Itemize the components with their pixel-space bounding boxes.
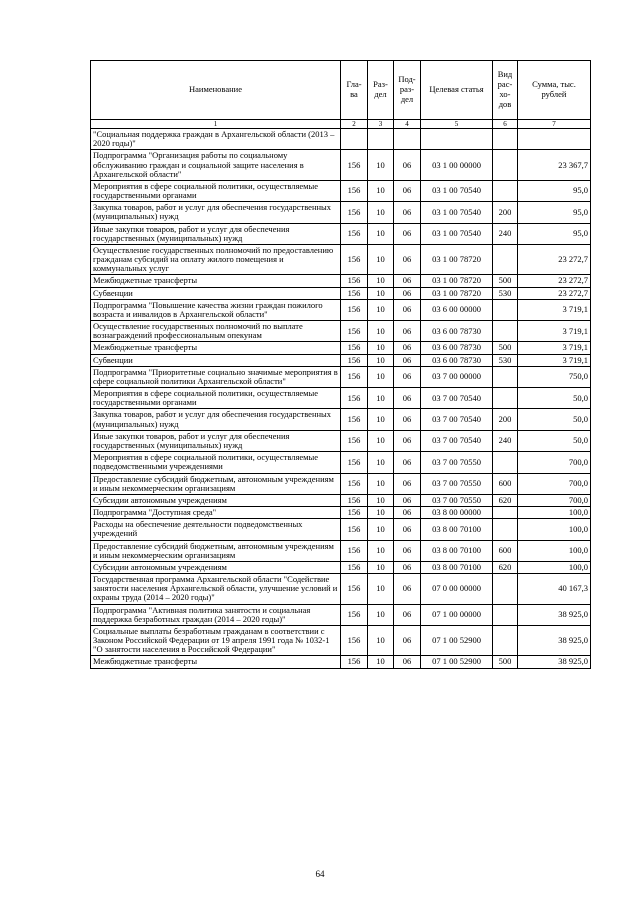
cell-target: 03 8 00 70100 bbox=[421, 561, 493, 573]
cell-section: 10 bbox=[368, 366, 394, 387]
cell-section: 10 bbox=[368, 430, 394, 451]
cell-target: 03 1 00 78720 bbox=[421, 275, 493, 287]
cell-target: 03 6 00 78730 bbox=[421, 342, 493, 354]
cell-name: Осуществление государственных полномочий по выплате вознаграждений профессиональным опекунам bbox=[91, 321, 341, 342]
table-row bbox=[91, 180, 591, 201]
cell-expense-type: 620 bbox=[493, 494, 518, 506]
table-row bbox=[91, 625, 591, 656]
cell-section: 10 bbox=[368, 223, 394, 244]
table-row bbox=[91, 366, 591, 387]
cell-name: Осуществление государственных полномочий по предоставлению гражданам субсидий на оплату жилого помещения и коммунальных услуг bbox=[91, 244, 341, 275]
cell-name: Мероприятия в сфере социальной политики, осуществляемые государственными органами bbox=[91, 180, 341, 201]
cell-amount: 23 272,7 bbox=[518, 244, 591, 275]
table-row bbox=[91, 299, 591, 320]
cell-name: Иные закупки товаров, работ и услуг для обеспечения государственных (муниципальных) нужд bbox=[91, 223, 341, 244]
cell-section: 10 bbox=[368, 494, 394, 506]
table-row bbox=[91, 409, 591, 430]
cell-subsection: 06 bbox=[394, 180, 421, 201]
table-header-row bbox=[91, 61, 591, 120]
cell-expense-type: 620 bbox=[493, 561, 518, 573]
cell-name: Субсидии автономным учреждениям bbox=[91, 494, 341, 506]
cell-subsection: 06 bbox=[394, 202, 421, 223]
cell-section: 10 bbox=[368, 299, 394, 320]
cell-amount: 3 719,1 bbox=[518, 321, 591, 342]
cell-section: 10 bbox=[368, 180, 394, 201]
cell-target bbox=[421, 129, 493, 150]
cell-subsection: 06 bbox=[394, 409, 421, 430]
cell-target: 03 6 00 78730 bbox=[421, 321, 493, 342]
table-row bbox=[91, 354, 591, 366]
cell-expense-type: 240 bbox=[493, 223, 518, 244]
cell-amount: 23 272,7 bbox=[518, 287, 591, 299]
cell-section: 10 bbox=[368, 321, 394, 342]
cell-target: 03 7 00 70540 bbox=[421, 430, 493, 451]
cell-target: 03 6 00 78730 bbox=[421, 354, 493, 366]
table-row bbox=[91, 507, 591, 519]
cell-name: Межбюджетные трансферты bbox=[91, 342, 341, 354]
cell-subsection: 06 bbox=[394, 430, 421, 451]
cell-target: 07 1 00 00000 bbox=[421, 604, 493, 625]
cell-target: 03 7 00 70550 bbox=[421, 494, 493, 506]
cell-section: 10 bbox=[368, 150, 394, 181]
table-row bbox=[91, 561, 591, 573]
cell-target: 03 7 00 70550 bbox=[421, 452, 493, 473]
table-row bbox=[91, 452, 591, 473]
cell-chapter: 156 bbox=[341, 625, 368, 656]
cell-target: 03 1 00 78720 bbox=[421, 244, 493, 275]
column-header-amount: Сумма, тыс. рублей bbox=[518, 61, 591, 120]
cell-expense-type bbox=[493, 366, 518, 387]
cell-section: 10 bbox=[368, 519, 394, 540]
cell-target: 03 1 00 70540 bbox=[421, 223, 493, 244]
cell-expense-type bbox=[493, 452, 518, 473]
cell-subsection: 06 bbox=[394, 388, 421, 409]
cell-amount: 23 367,7 bbox=[518, 150, 591, 181]
table-row bbox=[91, 388, 591, 409]
cell-expense-type: 530 bbox=[493, 287, 518, 299]
cell-amount: 700,0 bbox=[518, 494, 591, 506]
cell-target: 07 1 00 52900 bbox=[421, 656, 493, 668]
cell-name: Закупка товаров, работ и услуг для обеспечения государственных (муниципальных) нужд bbox=[91, 202, 341, 223]
cell-chapter: 156 bbox=[341, 388, 368, 409]
cell-target: 03 1 00 70540 bbox=[421, 180, 493, 201]
column-header-subsection: Под-раз-дел bbox=[394, 61, 421, 120]
cell-target: 07 1 00 52900 bbox=[421, 625, 493, 656]
cell-subsection: 06 bbox=[394, 604, 421, 625]
cell-expense-type bbox=[493, 519, 518, 540]
table-row bbox=[91, 656, 591, 668]
cell-target: 03 7 00 70550 bbox=[421, 473, 493, 494]
cell-expense-type bbox=[493, 388, 518, 409]
cell-expense-type bbox=[493, 321, 518, 342]
cell-name: Государственная программа Архангельской области "Содействие занятости населения Архангельской области, улучшение условий и охраны труда (2014 – 2020 годы)" bbox=[91, 574, 341, 605]
cell-section: 10 bbox=[368, 287, 394, 299]
cell-expense-type bbox=[493, 625, 518, 656]
cell-section: 10 bbox=[368, 604, 394, 625]
cell-section: 10 bbox=[368, 625, 394, 656]
cell-name: Субсидии автономным учреждениям bbox=[91, 561, 341, 573]
cell-target: 03 6 00 00000 bbox=[421, 299, 493, 320]
table-row bbox=[91, 223, 591, 244]
cell-section: 10 bbox=[368, 561, 394, 573]
cell-amount: 38 925,0 bbox=[518, 604, 591, 625]
cell-expense-type: 530 bbox=[493, 354, 518, 366]
cell-chapter: 156 bbox=[341, 287, 368, 299]
table-row bbox=[91, 574, 591, 605]
cell-amount: 50,0 bbox=[518, 409, 591, 430]
cell-expense-type bbox=[493, 150, 518, 181]
cell-subsection: 06 bbox=[394, 561, 421, 573]
cell-subsection: 06 bbox=[394, 366, 421, 387]
table-row bbox=[91, 150, 591, 181]
cell-subsection: 06 bbox=[394, 507, 421, 519]
cell-chapter: 156 bbox=[341, 494, 368, 506]
cell-amount: 23 272,7 bbox=[518, 275, 591, 287]
cell-chapter: 156 bbox=[341, 656, 368, 668]
table-row bbox=[91, 494, 591, 506]
cell-target: 03 8 00 70100 bbox=[421, 519, 493, 540]
cell-section: 10 bbox=[368, 574, 394, 605]
cell-chapter: 156 bbox=[341, 299, 368, 320]
table-row bbox=[91, 321, 591, 342]
cell-chapter: 156 bbox=[341, 409, 368, 430]
cell-subsection: 06 bbox=[394, 150, 421, 181]
column-header-chapter: Гла-ва bbox=[341, 61, 368, 120]
page-number: 64 bbox=[315, 869, 325, 879]
cell-name: Расходы на обеспечение деятельности подведомственных учреждений bbox=[91, 519, 341, 540]
cell-chapter: 156 bbox=[341, 366, 368, 387]
cell-section: 10 bbox=[368, 540, 394, 561]
table-row bbox=[91, 540, 591, 561]
cell-amount: 100,0 bbox=[518, 540, 591, 561]
column-number: 6 bbox=[493, 120, 518, 129]
cell-chapter: 156 bbox=[341, 604, 368, 625]
cell-subsection: 06 bbox=[394, 452, 421, 473]
cell-subsection: 06 bbox=[394, 473, 421, 494]
cell-name: Подпрограмма "Организация работы по социальному обслуживанию граждан и социальной защите населения в Архангельской области" bbox=[91, 150, 341, 181]
table-row bbox=[91, 342, 591, 354]
cell-subsection bbox=[394, 129, 421, 150]
cell-target: 03 1 00 70540 bbox=[421, 202, 493, 223]
cell-expense-type: 200 bbox=[493, 202, 518, 223]
cell-section: 10 bbox=[368, 244, 394, 275]
cell-name: Субвенции bbox=[91, 354, 341, 366]
table-row bbox=[91, 287, 591, 299]
cell-subsection: 06 bbox=[394, 494, 421, 506]
cell-amount: 38 925,0 bbox=[518, 656, 591, 668]
cell-chapter: 156 bbox=[341, 342, 368, 354]
cell-subsection: 06 bbox=[394, 625, 421, 656]
cell-amount: 100,0 bbox=[518, 561, 591, 573]
cell-amount: 50,0 bbox=[518, 388, 591, 409]
cell-name: Мероприятия в сфере социальной политики, осуществляемые подведомственными учреждениями bbox=[91, 452, 341, 473]
cell-expense-type: 500 bbox=[493, 275, 518, 287]
cell-name: Субвенции bbox=[91, 287, 341, 299]
cell-section: 10 bbox=[368, 388, 394, 409]
cell-target: 03 8 00 00000 bbox=[421, 507, 493, 519]
cell-amount: 40 167,3 bbox=[518, 574, 591, 605]
cell-expense-type bbox=[493, 244, 518, 275]
cell-expense-type: 600 bbox=[493, 473, 518, 494]
cell-target: 03 7 00 70540 bbox=[421, 409, 493, 430]
cell-subsection: 06 bbox=[394, 299, 421, 320]
cell-chapter: 156 bbox=[341, 452, 368, 473]
cell-amount: 100,0 bbox=[518, 519, 591, 540]
cell-name: Межбюджетные трансферты bbox=[91, 275, 341, 287]
cell-amount: 95,0 bbox=[518, 202, 591, 223]
cell-chapter: 156 bbox=[341, 202, 368, 223]
cell-expense-type bbox=[493, 129, 518, 150]
column-header-expense-type: Вид рас-хо-дов bbox=[493, 61, 518, 120]
cell-amount: 3 719,1 bbox=[518, 354, 591, 366]
cell-section: 10 bbox=[368, 354, 394, 366]
cell-expense-type: 240 bbox=[493, 430, 518, 451]
cell-expense-type: 500 bbox=[493, 342, 518, 354]
column-header-section: Раз-дел bbox=[368, 61, 394, 120]
cell-amount: 100,0 bbox=[518, 507, 591, 519]
cell-chapter: 156 bbox=[341, 150, 368, 181]
column-number: 4 bbox=[394, 120, 421, 129]
cell-section: 10 bbox=[368, 656, 394, 668]
cell-amount: 38 925,0 bbox=[518, 625, 591, 656]
cell-chapter bbox=[341, 129, 368, 150]
cell-chapter: 156 bbox=[341, 473, 368, 494]
table-row bbox=[91, 473, 591, 494]
cell-subsection: 06 bbox=[394, 540, 421, 561]
cell-section: 10 bbox=[368, 507, 394, 519]
column-number: 7 bbox=[518, 120, 591, 129]
cell-section: 10 bbox=[368, 275, 394, 287]
cell-amount: 95,0 bbox=[518, 223, 591, 244]
cell-expense-type bbox=[493, 574, 518, 605]
cell-name: Подпрограмма "Активная политика занятости и социальная поддержка безработных граждан (2014 – 2020 годы)" bbox=[91, 604, 341, 625]
cell-amount bbox=[518, 129, 591, 150]
cell-subsection: 06 bbox=[394, 244, 421, 275]
table-row bbox=[91, 244, 591, 275]
cell-subsection: 06 bbox=[394, 287, 421, 299]
cell-amount: 750,0 bbox=[518, 366, 591, 387]
cell-amount: 95,0 bbox=[518, 180, 591, 201]
cell-chapter: 156 bbox=[341, 540, 368, 561]
cell-chapter: 156 bbox=[341, 180, 368, 201]
cell-name: Мероприятия в сфере социальной политики, осуществляемые государственными органами bbox=[91, 388, 341, 409]
cell-subsection: 06 bbox=[394, 656, 421, 668]
cell-section: 10 bbox=[368, 342, 394, 354]
cell-amount: 700,0 bbox=[518, 473, 591, 494]
cell-amount: 700,0 bbox=[518, 452, 591, 473]
cell-amount: 50,0 bbox=[518, 430, 591, 451]
budget-table bbox=[90, 60, 591, 669]
cell-name: "Социальная поддержка граждан в Архангельской области (2013 – 2020 годы)" bbox=[91, 129, 341, 150]
cell-target: 07 0 00 00000 bbox=[421, 574, 493, 605]
table-row bbox=[91, 275, 591, 287]
cell-chapter: 156 bbox=[341, 430, 368, 451]
cell-expense-type bbox=[493, 604, 518, 625]
cell-name: Социальные выплаты безработным гражданам в соответствии с Законом Российской Федерации от 19 апреля 1991 года № 1032-1 "О занятости населения в Российской Федерации" bbox=[91, 625, 341, 656]
cell-chapter: 156 bbox=[341, 275, 368, 287]
cell-target: 03 8 00 70100 bbox=[421, 540, 493, 561]
cell-expense-type bbox=[493, 180, 518, 201]
table-body bbox=[91, 120, 591, 669]
cell-subsection: 06 bbox=[394, 321, 421, 342]
cell-chapter: 156 bbox=[341, 244, 368, 275]
cell-target: 03 7 00 70540 bbox=[421, 388, 493, 409]
cell-subsection: 06 bbox=[394, 574, 421, 605]
table-row bbox=[91, 604, 591, 625]
cell-section: 10 bbox=[368, 202, 394, 223]
cell-expense-type bbox=[493, 507, 518, 519]
cell-section bbox=[368, 129, 394, 150]
cell-name: Подпрограмма "Доступная среда" bbox=[91, 507, 341, 519]
cell-target: 03 1 00 00000 bbox=[421, 150, 493, 181]
cell-target: 03 1 00 78720 bbox=[421, 287, 493, 299]
cell-name: Закупка товаров, работ и услуг для обеспечения государственных (муниципальных) нужд bbox=[91, 409, 341, 430]
column-header-target: Целевая статья bbox=[421, 61, 493, 120]
cell-name: Иные закупки товаров, работ и услуг для обеспечения государственных (муниципальных) нужд bbox=[91, 430, 341, 451]
cell-chapter: 156 bbox=[341, 507, 368, 519]
column-header-name: Наименование bbox=[91, 61, 341, 120]
cell-chapter: 156 bbox=[341, 561, 368, 573]
cell-section: 10 bbox=[368, 452, 394, 473]
column-number: 5 bbox=[421, 120, 493, 129]
cell-name: Межбюджетные трансферты bbox=[91, 656, 341, 668]
table-row bbox=[91, 430, 591, 451]
cell-expense-type: 200 bbox=[493, 409, 518, 430]
cell-chapter: 156 bbox=[341, 321, 368, 342]
column-number-row bbox=[91, 120, 591, 129]
cell-name: Подпрограмма "Повышение качества жизни граждан пожилого возраста и инвалидов в Архангельской области" bbox=[91, 299, 341, 320]
cell-amount: 3 719,1 bbox=[518, 342, 591, 354]
table-row bbox=[91, 519, 591, 540]
cell-subsection: 06 bbox=[394, 519, 421, 540]
column-number: 1 bbox=[91, 120, 341, 129]
cell-section: 10 bbox=[368, 409, 394, 430]
column-number: 3 bbox=[368, 120, 394, 129]
cell-chapter: 156 bbox=[341, 354, 368, 366]
column-number: 2 bbox=[341, 120, 368, 129]
cell-name: Предоставление субсидий бюджетным, автономным учреждениям и иным некоммерческим организациям bbox=[91, 473, 341, 494]
cell-amount: 3 719,1 bbox=[518, 299, 591, 320]
cell-chapter: 156 bbox=[341, 574, 368, 605]
cell-subsection: 06 bbox=[394, 342, 421, 354]
cell-name: Подпрограмма "Приоритетные социально значимые мероприятия в сфере социальной политики Архангельской области" bbox=[91, 366, 341, 387]
cell-name: Предоставление субсидий бюджетным, автономным учреждениям и иным некоммерческим организациям bbox=[91, 540, 341, 561]
cell-target: 03 7 00 00000 bbox=[421, 366, 493, 387]
table-row bbox=[91, 129, 591, 150]
cell-subsection: 06 bbox=[394, 223, 421, 244]
table-row bbox=[91, 202, 591, 223]
cell-chapter: 156 bbox=[341, 223, 368, 244]
cell-chapter: 156 bbox=[341, 519, 368, 540]
cell-subsection: 06 bbox=[394, 354, 421, 366]
cell-expense-type: 600 bbox=[493, 540, 518, 561]
cell-section: 10 bbox=[368, 473, 394, 494]
cell-subsection: 06 bbox=[394, 275, 421, 287]
cell-expense-type: 500 bbox=[493, 656, 518, 668]
cell-expense-type bbox=[493, 299, 518, 320]
